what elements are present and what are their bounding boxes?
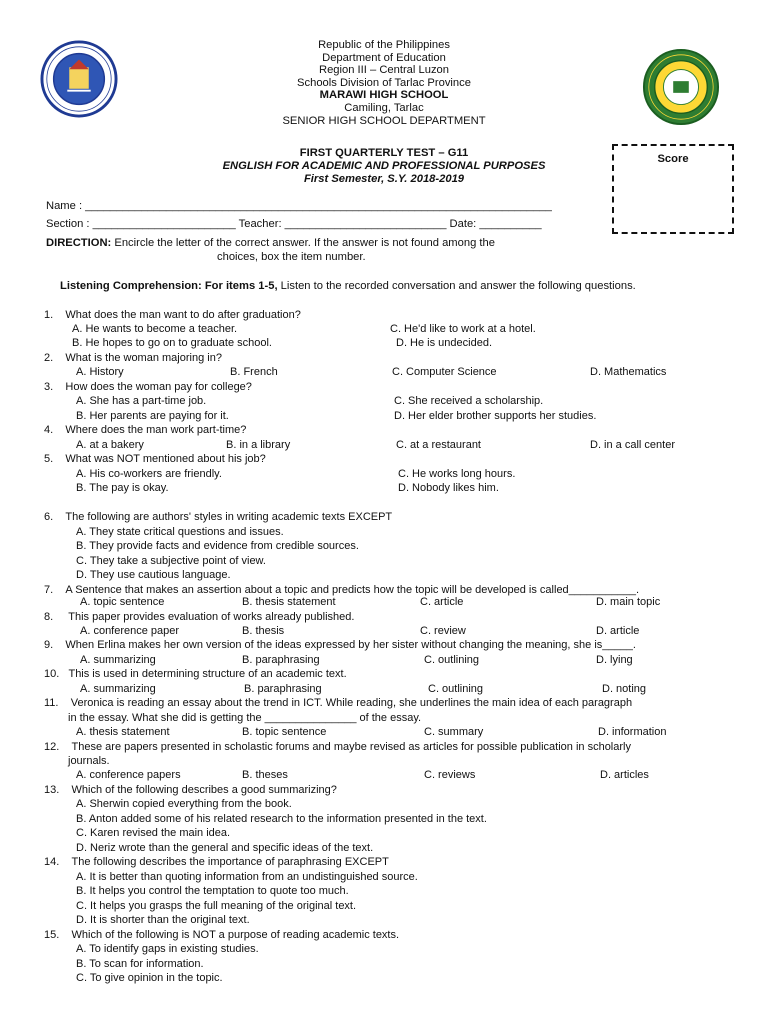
listening-label: Listening Comprehension: For items 1-5, bbox=[60, 280, 278, 292]
option: D. They use cautious language. bbox=[76, 569, 231, 581]
test-semester: First Semester, S.Y. 2018-2019 bbox=[303, 173, 465, 185]
option: C. outlining bbox=[424, 654, 480, 666]
option: B. thesis statement bbox=[242, 596, 336, 608]
question-6: 6. The following are authors' styles in writing academic texts EXCEPT bbox=[44, 511, 393, 523]
option: A. It is better than quoting information from an undistinguished source. bbox=[76, 871, 418, 883]
option: B. To scan for information. bbox=[76, 958, 204, 970]
option: A. thesis statement bbox=[76, 726, 170, 738]
option: D. lying bbox=[596, 654, 633, 666]
option: A. They state critical questions and issues. bbox=[76, 526, 284, 538]
question-12: 12. These are papers presented in scholastic forums and maybe revised as articles for possible publication in scholarly bbox=[44, 741, 631, 753]
option: C. at a restaurant bbox=[396, 439, 481, 451]
option: D. It is shorter than the original text. bbox=[76, 914, 250, 926]
option: D. Neriz wrote than the general and specific ideas of the text. bbox=[76, 842, 374, 854]
option: A. She has a part-time job. bbox=[76, 395, 207, 407]
option: B. French bbox=[230, 366, 278, 378]
option: D. Mathematics bbox=[590, 366, 667, 378]
option: D. noting bbox=[602, 683, 647, 695]
option: A. summarizing bbox=[80, 683, 156, 695]
option: C. He works long hours. bbox=[398, 468, 516, 480]
question-12-cont: journals. bbox=[68, 755, 110, 767]
question-7: 7. A Sentence that makes an assertion about a topic and predicts how the topic will be developed is called___________. bbox=[44, 584, 640, 596]
option: C. He'd like to work at a hotel. bbox=[390, 323, 536, 335]
option: C. It helps you grasps the full meaning of the original text. bbox=[76, 900, 357, 912]
option: B. theses bbox=[242, 769, 288, 781]
question-4: 4. Where does the man work part-time? bbox=[44, 424, 247, 436]
option: A. at a bakery bbox=[76, 439, 144, 451]
option: C. summary bbox=[424, 726, 484, 738]
header-line: Schools Division of Tarlac Province bbox=[297, 77, 471, 89]
department-name: SENIOR HIGH SCHOOL DEPARTMENT bbox=[282, 115, 486, 127]
score-label: Score bbox=[657, 153, 689, 165]
question-8: 8. This paper provides evaluation of works already published. bbox=[44, 611, 355, 623]
option: A. To identify gaps in existing studies. bbox=[76, 943, 259, 955]
question-11-cont: in the essay. What she did is getting the _______________ of the essay. bbox=[68, 712, 422, 724]
score-box bbox=[612, 144, 734, 234]
option: A. He wants to become a teacher. bbox=[72, 323, 238, 335]
option: A. conference paper bbox=[80, 625, 180, 637]
option: D. articles bbox=[600, 769, 649, 781]
option: C. Karen revised the main idea. bbox=[76, 827, 231, 839]
option: C. Computer Science bbox=[392, 366, 497, 378]
section-teacher-date-field: Section : _______________________ Teacher: __________________________ Date: __________ bbox=[46, 218, 542, 230]
option: D. Nobody likes him. bbox=[398, 482, 499, 494]
direction bbox=[46, 236, 495, 251]
option: B. paraphrasing bbox=[242, 654, 320, 666]
question-3: 3. How does the woman pay for college? bbox=[44, 381, 252, 393]
header-line: Region III – Central Luzon bbox=[319, 64, 449, 76]
option: B. Anton added some of his related research to the information presented in the text. bbox=[76, 813, 487, 825]
direction-text-2: choices, box the item number. bbox=[217, 251, 366, 263]
test-title: FIRST QUARTERLY TEST – G11 bbox=[299, 147, 469, 159]
header-line: Department of Education bbox=[322, 52, 446, 64]
question-13: 13. Which of the following describes a good summarizing? bbox=[44, 784, 337, 796]
option: B. Her parents are paying for it. bbox=[76, 410, 229, 422]
option: A. History bbox=[76, 366, 124, 378]
listening-text: Listen to the recorded conversation and answer the following questions. bbox=[277, 280, 636, 292]
option: C. review bbox=[420, 625, 466, 637]
option: D. article bbox=[596, 625, 640, 637]
option: D. Her elder brother supports her studies. bbox=[394, 410, 597, 422]
direction-label: DIRECTION: bbox=[46, 237, 112, 249]
question-14: 14. The following describes the importance of paraphrasing EXCEPT bbox=[44, 856, 389, 868]
option: C. article bbox=[420, 596, 464, 608]
option: A. Sherwin copied everything from the book. bbox=[76, 798, 292, 810]
option: B. It helps you control the temptation to quote too much. bbox=[76, 885, 349, 897]
header-line: Republic of the Philippines bbox=[318, 39, 450, 51]
option: B. thesis bbox=[242, 625, 285, 637]
option: C. reviews bbox=[424, 769, 476, 781]
option: A. conference papers bbox=[76, 769, 181, 781]
option: B. topic sentence bbox=[242, 726, 327, 738]
name-field: Name : ___________________________________________________________________________ bbox=[46, 200, 552, 212]
listening-instruction bbox=[60, 279, 636, 294]
option: A. summarizing bbox=[80, 654, 156, 666]
option: B. in a library bbox=[226, 439, 291, 451]
question-15: 15. Which of the following is NOT a purpose of reading academic texts. bbox=[44, 929, 400, 941]
option: A. topic sentence bbox=[80, 596, 165, 608]
option: B. He hopes to go on to graduate school. bbox=[72, 337, 272, 349]
option: D. in a call center bbox=[590, 439, 675, 451]
question-10: 10. This is used in determining structure of an academic text. bbox=[44, 668, 347, 680]
option: C. She received a scholarship. bbox=[394, 395, 544, 407]
option: B. They provide facts and evidence from credible sources. bbox=[76, 540, 359, 552]
school-name: MARAWI HIGH SCHOOL bbox=[319, 89, 449, 101]
option: C. To give opinion in the topic. bbox=[76, 972, 223, 984]
option: A. His co-workers are friendly. bbox=[76, 468, 222, 480]
question-2: 2. What is the woman majoring in? bbox=[44, 352, 222, 364]
option: D. main topic bbox=[596, 596, 661, 608]
question-11: 11. Veronica is reading an essay about the trend in ICT. While reading, she underlines the main idea of each paragraph bbox=[44, 697, 633, 709]
school-location: Camiling, Tarlac bbox=[344, 102, 424, 114]
question-1: 1. What does the man want to do after graduation? bbox=[44, 309, 301, 321]
option: D. information bbox=[598, 726, 667, 738]
question-5: 5. What was NOT mentioned about his job? bbox=[44, 453, 266, 465]
option: B. The pay is okay. bbox=[76, 482, 169, 494]
option: C. outlining bbox=[428, 683, 484, 695]
test-subject: ENGLISH FOR ACADEMIC AND PROFESSIONAL PURPOSES bbox=[222, 160, 546, 172]
question-9: 9. When Erlina makes her own version of the ideas expressed by her sister without changing the meaning, she is_____. bbox=[44, 639, 636, 651]
option: C. They take a subjective point of view. bbox=[76, 555, 266, 567]
direction-text: Encircle the letter of the correct answer. If the answer is not found among the bbox=[111, 237, 495, 249]
option: B. paraphrasing bbox=[244, 683, 322, 695]
option: D. He is undecided. bbox=[396, 337, 492, 349]
